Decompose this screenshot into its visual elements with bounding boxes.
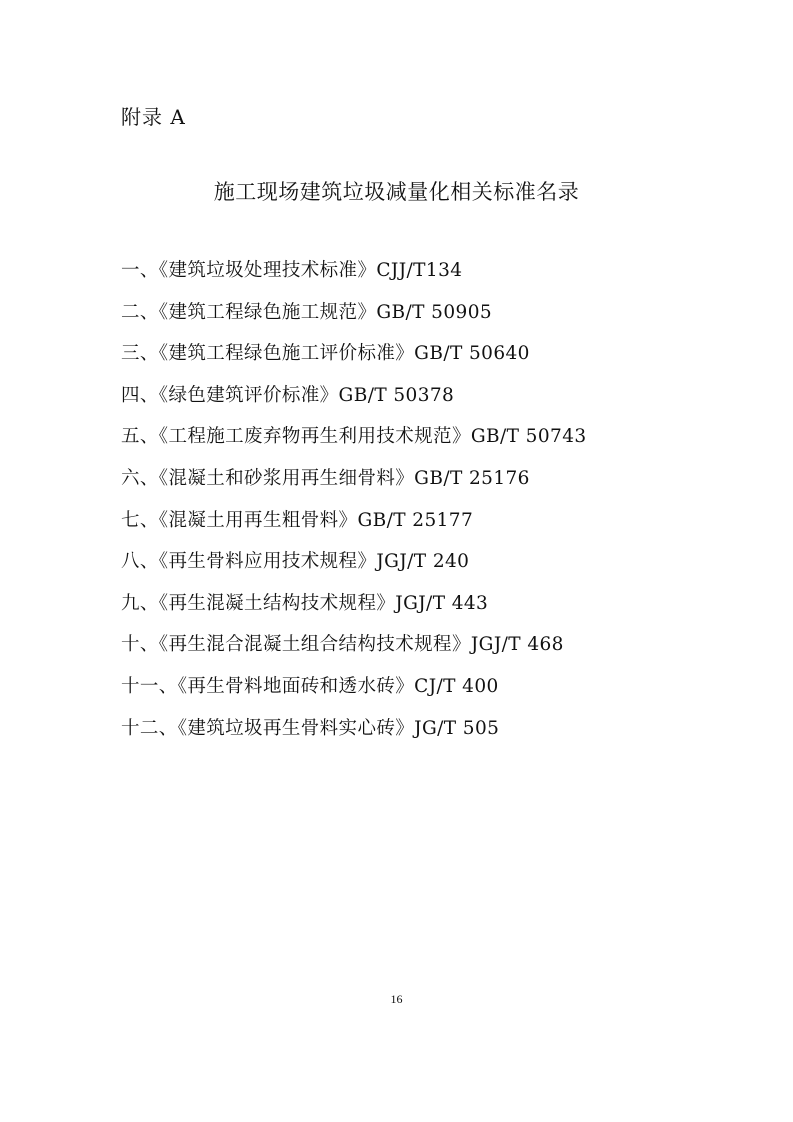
list-item: 十、《再生混合混凝土组合结构技术规程》JGJ/T 468 (121, 634, 564, 656)
list-item: 九、《再生混凝土结构技术规程》JGJ/T 443 (121, 592, 489, 614)
list-item: 二、《建筑工程绿色施工规范》GB/T 50905 (121, 301, 493, 323)
list-item: 十一、《再生骨料地面砖和透水砖》CJ/T 400 (121, 675, 499, 697)
list-item: 七、《混凝土用再生粗骨料》GB/T 25177 (121, 509, 474, 531)
appendix-label: 附录 A (121, 105, 186, 129)
list-item: 一、《建筑垃圾处理技术标准》CJJ/T134 (121, 260, 463, 281)
list-item: 十二、《建筑垃圾再生骨料实心砖》JG/T 505 (121, 717, 500, 739)
list-item: 八、《再生骨料应用技术规程》JGJ/T 240 (121, 551, 470, 573)
list-item: 五、《工程施工废弃物再生利用技术规范》GB/T 50743 (121, 426, 587, 448)
standards-list (121, 255, 587, 754)
page-title: 施工现场建筑垃圾减量化相关标准名录 (213, 180, 580, 204)
page-number: 16 (390, 992, 403, 1006)
list-item: 六、《混凝土和砂浆用再生细骨料》GB/T 25176 (121, 467, 530, 489)
list-item: 三、《建筑工程绿色施工评价标准》GB/T 50640 (121, 343, 530, 365)
list-item: 四、《绿色建筑评价标准》GB/T 50378 (121, 384, 455, 406)
